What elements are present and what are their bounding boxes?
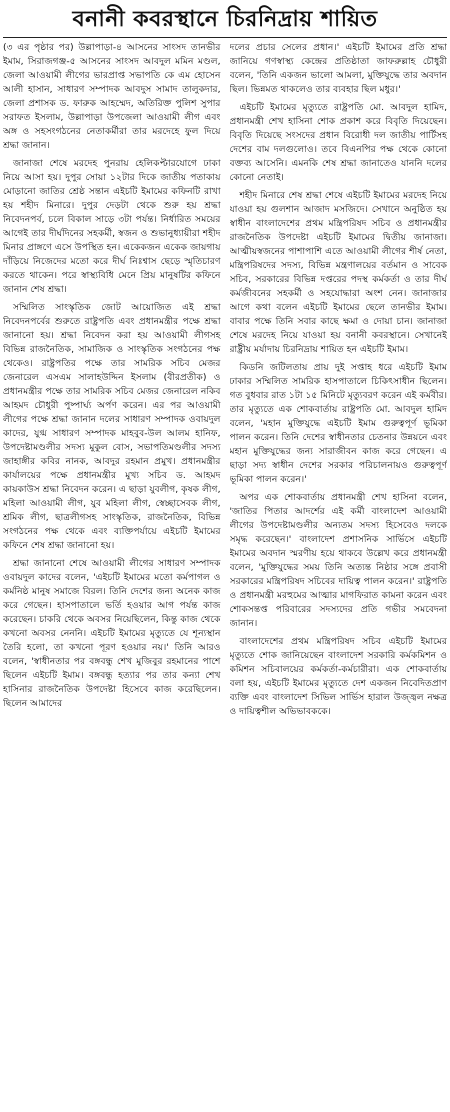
article-paragraph: কিডনি জটিলতায় প্রায় দুই সপ্তাহ ধরে এইচটি ইমাম ঢাকার সম্মিলিত সামরিক হাসপাতালে চিকিৎসাধীন ছিলেন। গত বুধবার রাত ১টা ১৫ মিনিটে মৃত্যুবরণ করেন এই কর্মবীর। তার মৃত্যুতে এক শোকবার্তায় রাষ্ট্রপতি মো. আবদুল হামিদ বলেন, 'মহান মুক্তিযুদ্ধে এইচটি ইমাম গুরুত্বপূর্ণ ভূমিকা পালন করেন। তিনি দেশের স্বাধীনতার চেতনার উন্নয়নে এবং মহান মুক্তিযুদ্ধের জন্য সারাজীবন কাজ করে গেছেন। এ ছাড়া সদ্য স্বাধীন দেশের সরকার পরিচালনায়ও গুরুত্বপূর্ণ ভূমিকা পালন করেন।'	[229, 362, 447, 485]
article-paragraph: সম্মিলিত সাংস্কৃতিক জোট আয়োজিত এই শ্রদ্ধা নিবেদনপর্বের শুরুতে রাষ্ট্রপতি এবং প্রধানমন্ত্রীর পক্ষে শ্রদ্ধা জানানো হয়। শ্রদ্ধা নিবেদন করা হয় আওয়ামী লীগসহ বিভিন্ন রাজনৈতিক, সামাজিক ও সাংস্কৃতিক সংগঠনের পক্ষ থেকেও। রাষ্ট্রপতির পক্ষে তার সামরিক সচিব মেজর জেনারেল এসএম সালাহউদ্দিন ইসলাম (বীরপ্রতীক) ও প্রধানমন্ত্রীর পক্ষে তার সামরিক সচিব মেজর জেনারেল নকিব আহমদ চৌধুরী পুষ্পার্ঘ্য অর্পণ করেন। এর পর আওয়ামী লীগের পক্ষে শ্রদ্ধা জানান দলের সাধারণ সম্পাদক ওবায়দুল কাদের, যুগ্ম সাধারণ সম্পাদক মাহবুব-উল আলম হানিফ, উপদেষ্টামণ্ডলীর সদস্য মুকুল বোস, সভাপতিমণ্ডলীর সদস্য জাহাঙ্গীর কবির নানক, আবদুর রহমান প্রমুখ। প্রধানমন্ত্রীর কার্যালয়ের পক্ষে প্রধানমন্ত্রীর মুখ্য সচিব ড. আহমদ কায়কাউস শ্রদ্ধা নিবেদন করেন। এ ছাড়া যুবলীগ, কৃষক লীগ, মহিলা আওয়ামী লীগ, যুব মহিলা লীগ, স্বেচ্ছাসেবক লীগ, শ্রমিক লীগ, ছাত্রলীগসহ সাংস্কৃতিক, রাজনৈতিক, বিভিন্ন সংগঠনের পক্ষ থেকে এবং ব্যক্তিপর্যায়ে এইচটি ইমামের কফিনে শেষ শ্রদ্ধা জানানো হয়।	[3, 302, 221, 551]
article-paragraph: দলের প্রচার সেলের প্রধান।' এইচটি ইমামের প্রতি শ্রদ্ধা জানিয়ে গণস্বাস্থ্য কেন্দ্রের প্রতিষ্ঠাতা জাফরুল্লাহ চৌধুরী বলেন, 'তিনি একজন ভালো আমলা, মুক্তিযুদ্ধে তার অবদান ছিল। ভিন্নমত থাকলেও তার ব্যবহার ছিল মধুর।'	[229, 42, 447, 95]
article-paragraph: শ্রদ্ধা জানানো শেষে আওয়ামী লীগের সাধারণ সম্পাদক ওবায়দুল কাদের বলেন, 'এইচটি ইমামের মতো কর্মপাগল ও কর্মনিষ্ঠ মানুষ সমাজে বিরল। তিনি দেশের জন্য অনেক কাজ করে গেছেন। হাসপাতালে ভর্তি হওয়ার আগ পর্যন্ত কাজ করেছেন। চাকরি থেকে অবসর নিয়েছিলেন, কিন্তু কাজ থেকে কখনো অবসর নেননি। এইচটি ইমামের মৃত্যুতে যে শূন্যস্থান তৈরি হলো, তা কখনো পূরণ হওয়ার নয়।' তিনি আরও বলেন, 'স্বাধীনতার পর বঙ্গবন্ধু শেখ মুজিবুর রহমানের পাশে ছিলেন এইচটি ইমাম। বঙ্গবন্ধু হত্যার পর তার কন্যা শেখ হাসিনার রাজনৈতিক উপদেষ্টা হিসেবে কাজ করেছিলেন। ছিলেন আমাদের	[3, 558, 221, 709]
article-paragraph: (৩ এর পৃষ্ঠার পর) উল্লাপাড়া-৪ আসনের সাংসদ তানভীর ইমাম, সিরাজগঞ্জ-৫ আসনের সাংসদ আবদুল মমিন মণ্ডল, জেলা আওয়ামী লীগের ভারপ্রাপ্ত সভাপতি কে এম হোসেন আলী হাসান, সাধারণ সম্পাদক আবদুস সামাদ তালুকদার, জেলা প্রশাসক ড. ফারুক আহম্মেদ, অতিরিক্ত পুলিশ সুপার সরাফত ইসলাম, উল্লাপাড়া উপজেলা আওয়ামী লীগ এবং অঙ্গ ও সহসংগঠনের নেতাকর্মীরা তার মরদেহে ফুল দিয়ে শ্রদ্ধা জানান।	[3, 42, 221, 151]
article-paragraph: জানাজা শেষে মরদেহ পুনরায় হেলিকপ্টারযোগে ঢাকা নিয়ে আসা হয়। দুপুর সোয়া ১২টার দিকে জাতীয় পতাকায় মোড়ানো জাতির শ্রেষ্ঠ সন্তান এইচটি ইমামের কফিনটি রাখা হয় শহীদ মিনারে। দুপুর দেড়টা থেকে শুরু হয় শ্রদ্ধা নিবেদনপর্ব, চলে বিকাল সাড়ে ৩টা পর্যন্ত। নির্ধারিত সময়ের আগেই তার দীর্ঘদিনের সহকর্মী, স্বজন ও শুভানুধ্যায়ীরা শহীদ মিনার প্রাঙ্গণে এসে উপস্থিত হন। একেকজন একেক জায়গায় দাঁড়িয়ে নিজেদের মতো করে দীর্ঘ নিঃশ্বাস ছেড়ে স্মৃতিচারণ করতে থাকেন। পরে স্বাস্থ্যবিধি মেনে প্রিয় মানুষটির কফিনে জানান শেষ শ্রদ্ধা।	[3, 158, 221, 295]
left-column	[3, 41, 221, 1110]
article-paragraph: অপর এক শোকবার্তায় প্রধানমন্ত্রী শেখ হাসিনা বলেন, 'জাতির পিতার আদর্শের এই কর্মী বাংলাদেশ আওয়ামী লীগের উপদেষ্টামণ্ডলীর অন্যতম সদস্য হিসেবেও দলকে সমৃদ্ধ করেছেন।' বাংলাদেশ প্রশাসনিক সার্ভিসে এইচটি ইমামের অবদান স্মরণীয় হয়ে থাকবে উল্লেখ করে প্রধানমন্ত্রী বলেন, 'মুক্তিযুদ্ধের সময় তিনি অত্যন্ত নিষ্ঠার সঙ্গে প্রবাসী সরকারের মন্ত্রিপরিষদ সচিবের দায়িত্ব পালন করেন।' রাষ্ট্রপতি ও প্রধানমন্ত্রী মরহুমের আত্মার মাগফিরাত কামনা করেন এবং শোকসন্তপ্ত পরিবারের সদস্যদের প্রতি গভীর সমবেদনা জানান।	[229, 492, 447, 629]
article-paragraph: এইচটি ইমামের মৃত্যুতে রাষ্ট্রপতি মো. আবদুল হামিদ, প্রধানমন্ত্রী শেখ হাসিনা শোক প্রকাশ করে বিবৃতি দিয়েছেন। বিবৃতি দিয়েছে সংসদের প্রধান বিরোধী দল জাতীয় পার্টিসহ দেশের বাম দলগুলোও। তবে বিএনপির পক্ষ থেকে কোনো বক্তব্য আসেনি। এমনকি শেষ শ্রদ্ধা জানাতেও যাননি দলের কোনো নেতাই।	[229, 102, 447, 183]
article-headline: বনানী কবরস্থানে চিরনিদ্রায় শায়িত	[3, 3, 447, 38]
article-paragraph: বাংলাদেশের প্রথম মন্ত্রিপরিষদ সচিব এইচটি ইমামের মৃত্যুতে শোক জানিয়েছেন বাংলাদেশ সরকারি কর্মকমিশন ও কমিশন সচিবালয়ের কর্মকর্তা-কর্মচারীরা। এক শোকবার্তায় বলা হয়, এইচটি ইমামের মৃত্যুতে দেশ একজন নিবেদিতপ্রাণ ব্যক্তি এবং বাংলাদেশ সিভিল সার্ভিস হারাল উজ্জ্বল নক্ষত্র ও দায়িত্বশীল অভিভাবককে।	[229, 636, 447, 717]
right-column	[230, 41, 448, 1110]
article-body	[3, 41, 447, 1110]
article-paragraph: শহীদ মিনারে শেষ শ্রদ্ধা শেষে এইচটি ইমামের মরদেহ নিয়ে যাওয়া হয় গুলশান আজাদ মসজিদে। সেখানে অনুষ্ঠিত হয় স্বাধীন বাংলাদেশের প্রথম মন্ত্রিপরিষদ সচিব ও প্রধানমন্ত্রীর রাজনৈতিক উপদেষ্টা এইচটি ইমামের দ্বিতীয় জানাজা। আত্মীয়স্বজনের পাশাপাশি এতে আওয়ামী লীগের শীর্ষ নেতা, মন্ত্রিপরিষদের সদস্য, বিভিন্ন মন্ত্রণালয়ের বর্তমান ও সাবেক সচিব, সরকারের বিভিন্ন দপ্তরের পদস্থ কর্মকর্তা ও তার দীর্ঘ কর্মজীবনের সহকর্মী ও সহযোদ্ধারা অংশ নেন। জানাজার আগে কথা বলেন এইচটি ইমামের ছেলে তানভীর ইমাম। বাবার পক্ষে তিনি সবার কাছে ক্ষমা ও দোয়া চান। জানাজা শেষে মরদেহ নিয়ে যাওয়া হয় বনানী কবরস্থানে। সেখানেই রাষ্ট্রীয় মর্যাদায় চিরনিদ্রায় শায়িত হন এইচটি ইমাম।	[229, 190, 447, 355]
